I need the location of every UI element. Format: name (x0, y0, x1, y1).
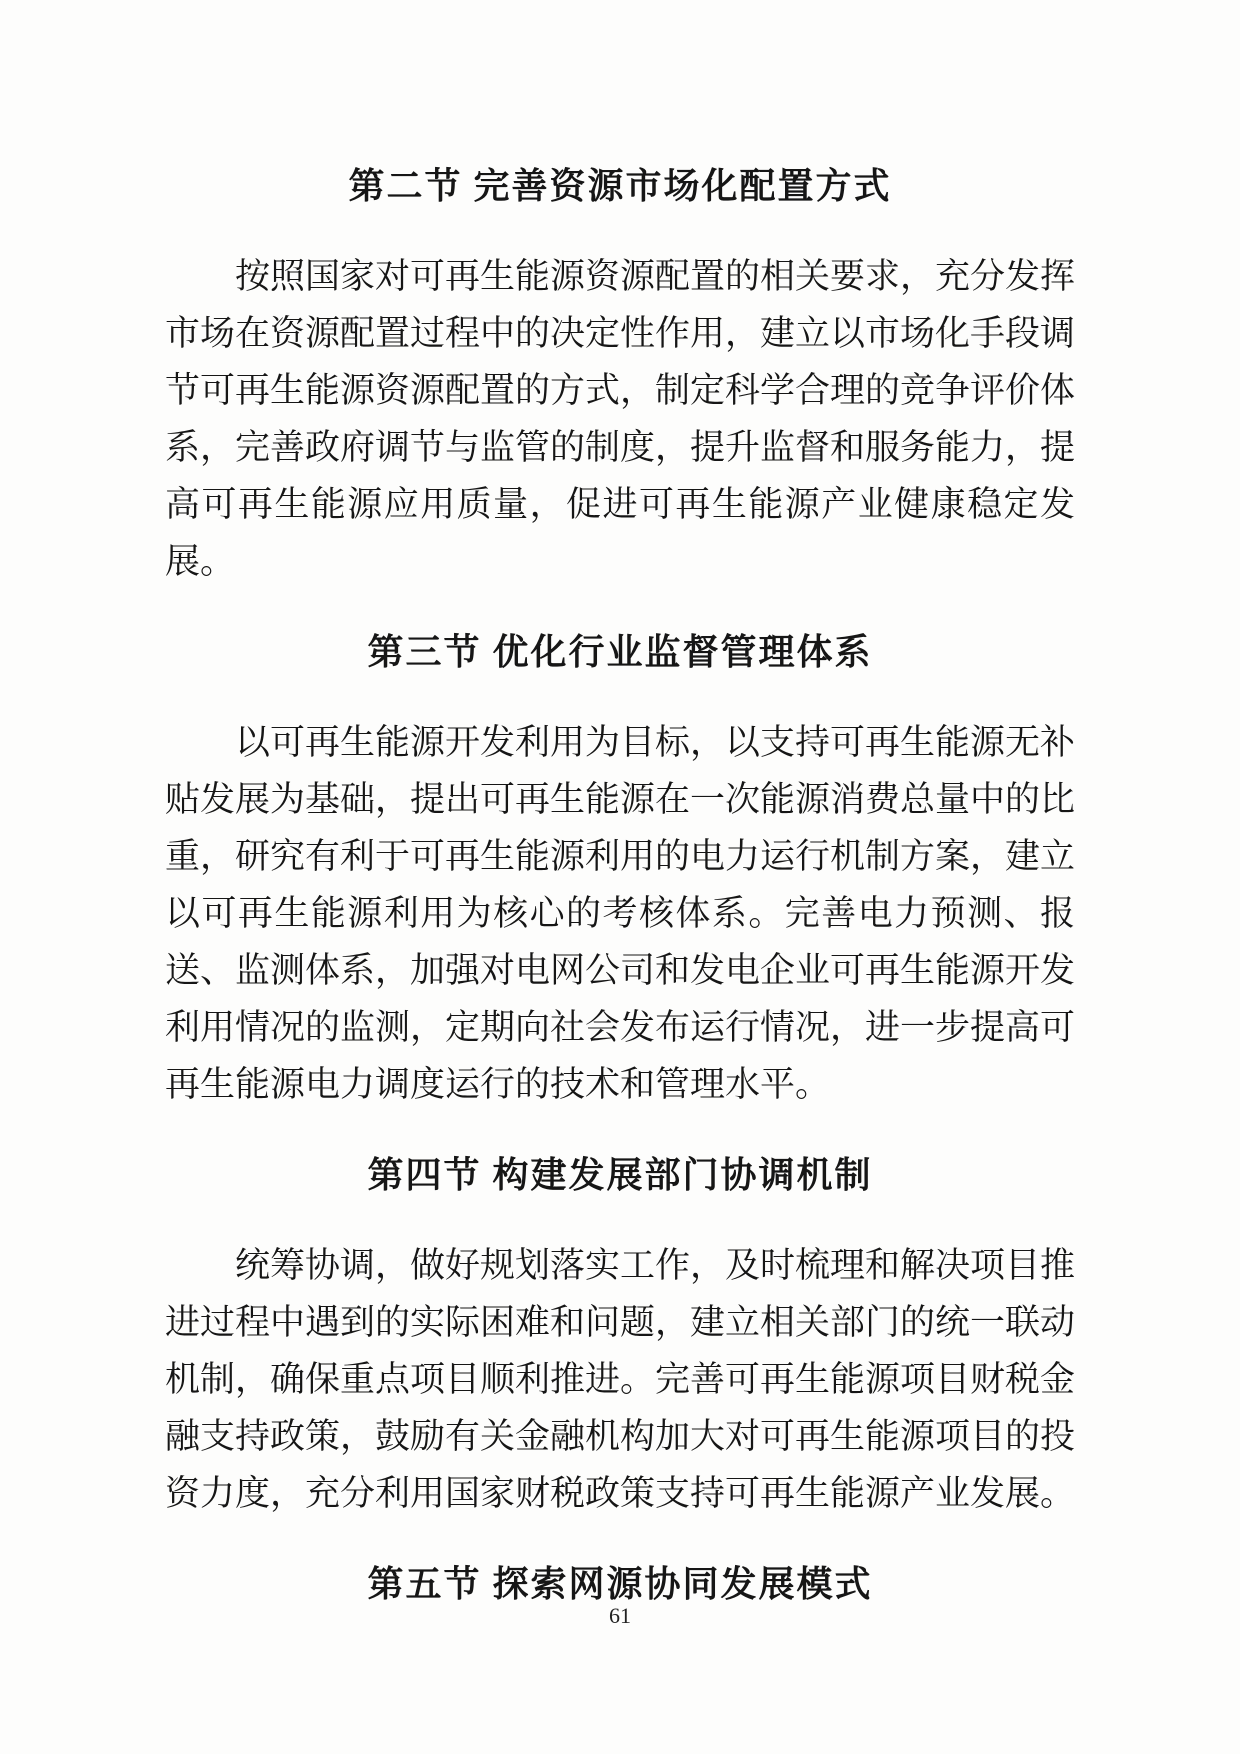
section-4-paragraph: 统筹协调，做好规划落实工作，及时梳理和解决项目推进过程中遇到的实际困难和问题，建立相关部门的统一联动机制，确保重点项目顺利推进。完善可再生能源项目财税金融支持政策，鼓励有关金融机构加大对可再生能源项目的投资力度，充分利用国家财税政策支持可再生能源产业发展。 (165, 1246, 1076, 1513)
section-2 (165, 162, 1075, 590)
section-3-heading: 第三节 优化行业监督管理体系 (367, 632, 873, 672)
section-3 (165, 628, 1075, 1113)
section-2-paragraph: 按照国家对可再生能源资源配置的相关要求，充分发挥市场在资源配置过程中的决定性作用，建立以市场化手段调节可再生能源资源配置的方式，制定科学合理的竞争评价体系，完善政府调节与监管的制度，提升监督和服务能力，提高可再生能源应用质量，促进可再生能源产业健康稳定发展。 (165, 257, 1076, 581)
section-4 (165, 1151, 1075, 1522)
section-3-paragraph: 以可再生能源开发利用为目标，以支持可再生能源无补贴发展为基础，提出可再生能源在一次能源消费总量中的比重，研究有利于可再生能源利用的电力运行机制方案，建立以可再生能源利用为核心的考核体系。完善电力预测、报送、监测体系，加强对电网公司和发电企业可再生能源开发利用情况的监测，定期向社会发布运行情况，进一步提高可再生能源电力调度运行的技术和管理水平。 (165, 723, 1076, 1104)
section-5 (165, 1560, 1075, 1608)
page-number: 61 (609, 1603, 631, 1628)
section-4-heading: 第四节 构建发展部门协调机制 (367, 1155, 873, 1195)
section-5-heading: 第五节 探索网源协同发展模式 (367, 1564, 873, 1604)
text-block (165, 162, 1075, 1608)
section-2-heading: 第二节 完善资源市场化配置方式 (348, 166, 892, 206)
